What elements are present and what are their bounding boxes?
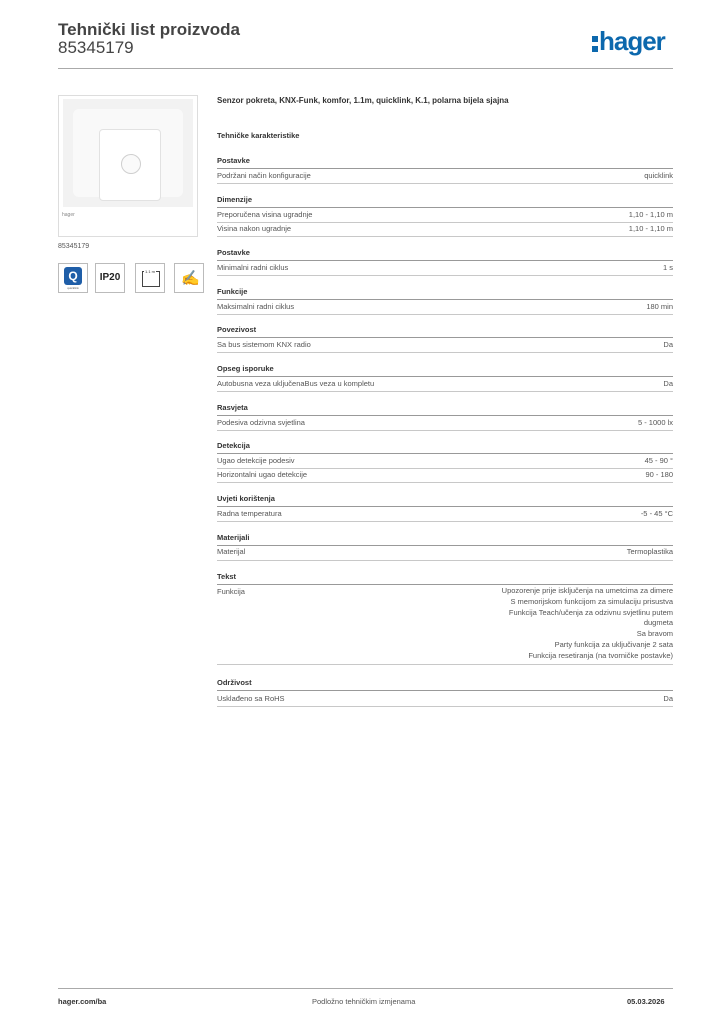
section-heading: Funkcije [217, 287, 248, 296]
flush-mount-icon [135, 263, 165, 293]
motion-sensor-picture [63, 99, 193, 207]
product-title: Senzor pokreta, KNX-Funk, komfor, 1.1m, quicklink, K.1, polarna bijela sjajna [217, 96, 509, 105]
section-heading: Detekcija [217, 441, 250, 450]
section-heading: Opseg isporuke [217, 364, 274, 373]
section-heading: Uvjeti korištenja [217, 494, 275, 503]
quicklink-caption: quicklink [67, 286, 79, 290]
spec-row: Horizontalni ugao detekcije 90 - 180 [217, 470, 673, 479]
spec-row: Sa bus sistemom KNX radio Da [217, 340, 673, 349]
spec-row: Maksimalni radni ciklus 180 min [217, 302, 673, 311]
section-heading: Dimenzije [217, 195, 253, 204]
logo-text: hager [599, 26, 665, 56]
section-heading: Rasvjeta [217, 403, 248, 412]
spec-row: Preporučena visina ugradnje 1,10 - 1,10 m [217, 210, 673, 219]
page-title: Tehnički list proizvoda [58, 20, 240, 39]
spec-row: Usklađeno sa RoHS Da [217, 694, 673, 703]
technical-characteristics-heading: Tehničke karakteristike [217, 131, 300, 140]
spec-row: Ugao detekcije podesiv 45 - 90 ° [217, 456, 673, 465]
section-heading: Materijali [217, 533, 250, 542]
sensor-lens [121, 154, 141, 174]
flush-mount-label: 1.1 m [145, 269, 156, 274]
product-code-header: 85345179 [58, 38, 134, 57]
spec-row: Materijal Termoplastika [217, 547, 673, 556]
spec-row: Podesiva odzivna svjetlina 5 - 1000 lx [217, 418, 673, 427]
mounting-hand-icon: ✍ [174, 263, 204, 293]
spec-row: Radna temperatura -5 - 45 °C [217, 509, 673, 518]
spec-row: Visina nakon ugradnje 1,10 - 1,10 m [217, 224, 673, 233]
section-heading: Održivost [217, 678, 252, 687]
footer-divider [58, 988, 673, 989]
product-image-mark: hager [62, 212, 75, 218]
footer-website-link[interactable]: hager.com/ba [58, 997, 107, 1006]
spec-row: Autobusna veza uključenaBus veza u kompletu Da [217, 379, 673, 388]
quicklink-icon: Q quicklink [58, 263, 88, 293]
product-image [58, 95, 198, 237]
section-heading: Postavke [217, 248, 250, 257]
section-heading: Povezivost [217, 325, 257, 334]
product-code-caption: 85345179 [58, 243, 90, 250]
spec-row-multiline: Funkcija Upozorenje prije isključenja na umetcima za dimere S memorijskom funkcijom za simulaciju prisustva Funkcija Teach/učenja za odzivnu svjetlinu putem dugmeta Sa bravom Party funkcija za uključivanje 2 sata Funkcija resetiranja (na tvorničke postavke) [217, 586, 673, 660]
hager-logo [592, 28, 665, 54]
footer-disclaimer: Podložno tehničkim izmjenama [312, 997, 416, 1006]
spec-row: Minimalni radni ciklus 1 s [217, 263, 673, 272]
header-divider [58, 68, 673, 69]
footer-date: 05.03.2026 [627, 997, 665, 1006]
section-heading: Tekst [217, 572, 237, 581]
spec-row: Podržani način konfiguracije quicklink [217, 171, 673, 180]
section-heading: Postavke [217, 156, 250, 165]
ip20-icon: IP20 [95, 263, 125, 293]
logo-dots-icon [592, 34, 598, 52]
